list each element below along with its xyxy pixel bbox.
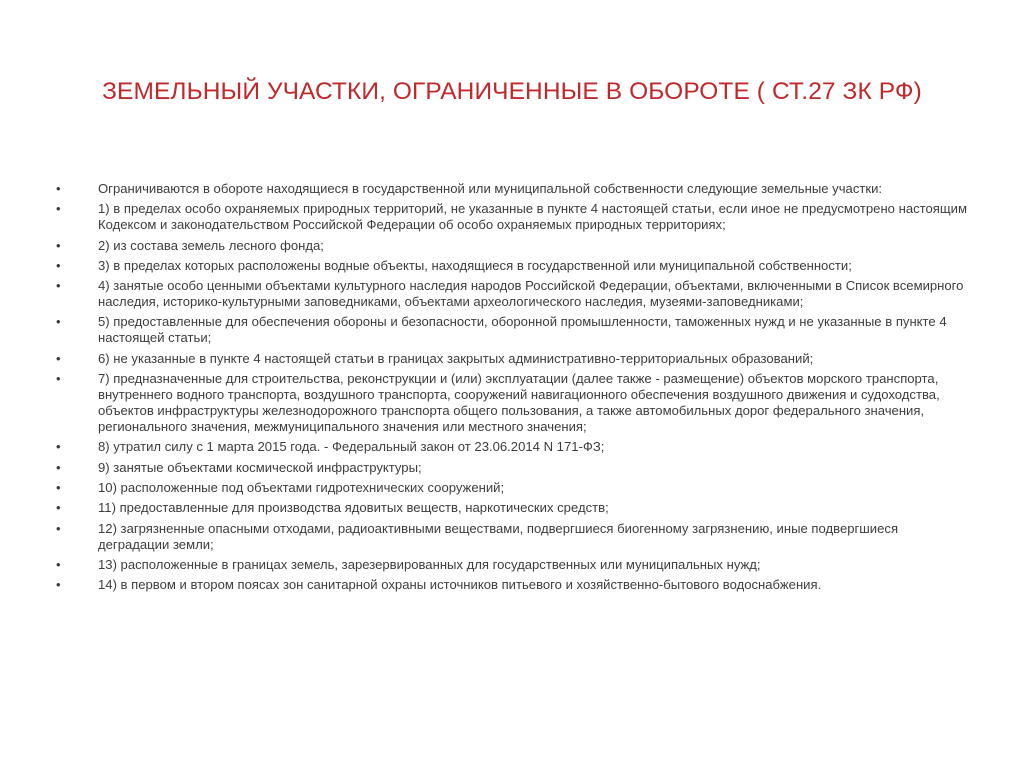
list-item bbox=[56, 258, 972, 274]
bullet-icon: • bbox=[56, 459, 61, 475]
list-item bbox=[56, 181, 972, 197]
list-item bbox=[56, 460, 972, 476]
bullet-icon: • bbox=[56, 237, 61, 253]
list-item-text: 8) утратил силу с 1 марта 2015 года. - Федеральный закон от 23.06.2014 N 171-ФЗ; bbox=[98, 439, 605, 455]
bullet-icon: • bbox=[56, 520, 61, 536]
list-item bbox=[56, 521, 972, 553]
bullet-icon: • bbox=[56, 556, 61, 572]
bullet-icon: • bbox=[56, 479, 61, 495]
bullet-icon: • bbox=[56, 500, 61, 516]
bullet-icon: • bbox=[56, 371, 61, 387]
list-item-text: 11) предоставленные для производства ядовитых веществ, наркотических средств; bbox=[98, 500, 609, 516]
list-item-text: 6) не указанные в пункте 4 настоящей статьи в границах закрытых административно-территориальных образований; bbox=[98, 350, 814, 366]
list-item bbox=[56, 371, 972, 435]
bullet-icon: • bbox=[56, 314, 61, 330]
list-item-text: 7) предназначенные для строительства, реконструкции и (или) эксплуатации (далее также - размещение) объектов морского транспорта, внутреннего водного транспорта, воздушного транспорта, сооружений навигационного обеспечения воздушного движения и судоходства, объектов инфраструктуры железнодорожного транспорта общего пользования, а также автомобильных дорог федерального значения, регионального значения, межмуниципального значения или местного значения; bbox=[98, 371, 940, 435]
list-item-text: 4) занятые особо ценными объектами культурного наследия народов Российской Федерации, объектами, включенными в Список всемирного наследия, историко-культурными заповедниками, объектами археологического наследия, музеями-заповедниками; bbox=[98, 278, 964, 310]
list-item bbox=[56, 201, 972, 233]
list-item bbox=[56, 480, 972, 496]
bullet-icon: • bbox=[56, 201, 61, 217]
bullet-icon: • bbox=[56, 439, 61, 455]
list-item-text: Ограничиваются в обороте находящиеся в государственной или муниципальной собственности следующие земельные участки: bbox=[98, 181, 883, 196]
list-item bbox=[56, 577, 972, 593]
bullet-icon: • bbox=[56, 577, 61, 593]
list-item bbox=[56, 439, 972, 455]
list-item bbox=[56, 278, 972, 310]
list-item-text: 10) расположенные под объектами гидротехнических сооружений; bbox=[98, 479, 505, 495]
list-item-text: 14) в первом и втором поясах зон санитарной охраны источников питьевого и хозяйственно-бытового водоснабжения. bbox=[98, 577, 822, 593]
bullet-icon: • bbox=[56, 278, 61, 294]
bullet-icon: • bbox=[56, 181, 61, 196]
bullet-icon: • bbox=[56, 350, 61, 366]
list-item bbox=[56, 351, 972, 367]
bullet-icon: • bbox=[56, 257, 61, 273]
list-item-text: 3) в пределах которых расположены водные объекты, находящиеся в государственной или муниципальной собственности; bbox=[98, 257, 852, 273]
list-item bbox=[56, 500, 972, 516]
list-item bbox=[56, 557, 972, 573]
list-item bbox=[56, 314, 972, 346]
list-item-text: 2) из состава земель лесного фонда; bbox=[98, 237, 324, 253]
list-item-text: 1) в пределах особо охраняемых природных территорий, не указанные в пункте 4 настоящей статьи, если иное не предусмотрено настоящим Кодексом и законодательством Российской Федерации об особо охраняемых природных территориях; bbox=[98, 201, 967, 233]
bullet-list bbox=[56, 181, 972, 597]
list-item bbox=[56, 238, 972, 254]
slide-title: ЗЕМЕЛЬНЫЙ УЧАСТКИ, ОГРАНИЧЕННЫЕ В ОБОРОТЕ ( СТ.27 ЗК РФ) bbox=[102, 78, 922, 105]
list-item-text: 13) расположенные в границах земель, зарезервированных для государственных или муниципальных нужд; bbox=[98, 556, 761, 572]
list-item-text: 12) загрязненные опасными отходами, радиоактивными веществами, подвергшиеся биогенному загрязнению, иные подвергшиеся деградации земли; bbox=[98, 520, 899, 552]
list-item-text: 5) предоставленные для обеспечения обороны и безопасности, оборонной промышленности, таможенных нужд и не указанные в пункте 4 настоящей статьи; bbox=[98, 314, 947, 346]
list-item-text: 9) занятые объектами космической инфраструктуры; bbox=[98, 459, 422, 475]
